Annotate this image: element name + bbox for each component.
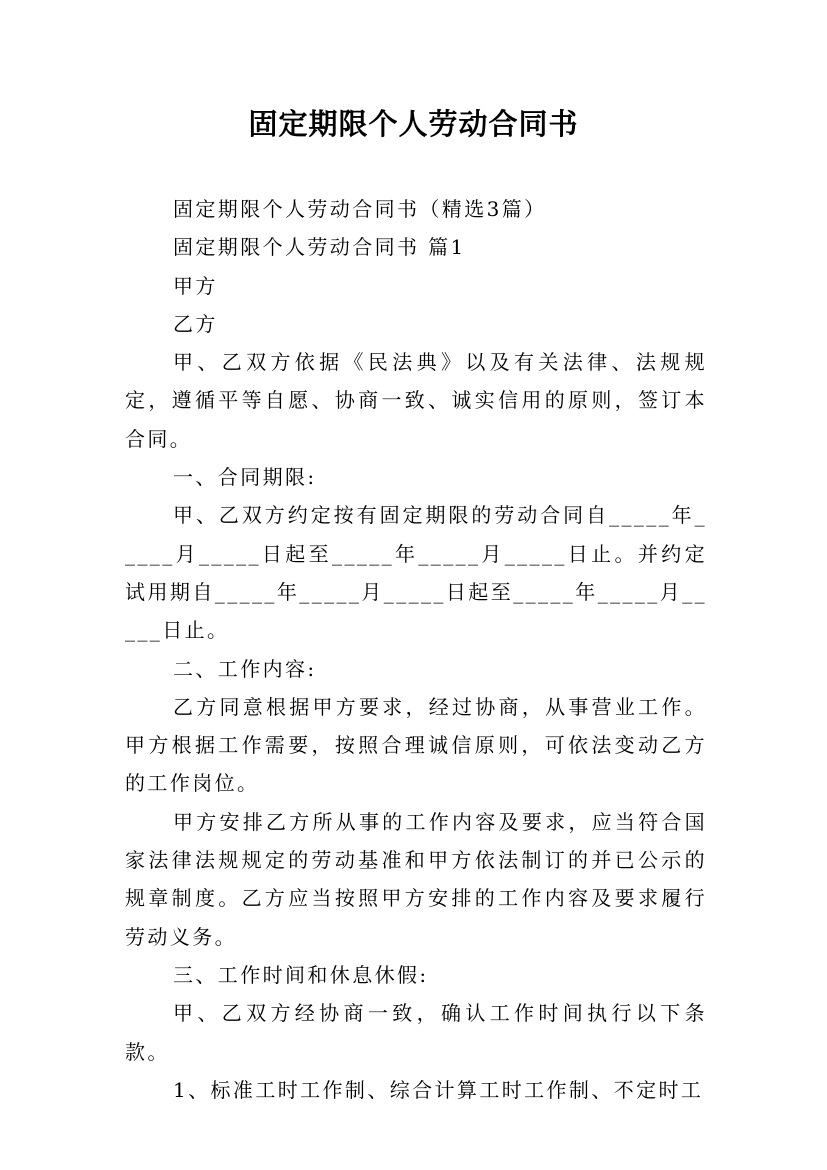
- clause-heading-work-content: 二、工作内容:: [173, 656, 317, 681]
- document-body: [125, 190, 707, 1109]
- paragraph-party-b: 乙方: [173, 311, 218, 336]
- clause-heading-working-hours: 三、工作时间和休息休假:: [173, 962, 429, 987]
- document-title: 固定期限个人劳动合同书: [248, 107, 579, 141]
- paragraph-contract-term: 甲、乙双方约定按有固定期限的劳动合同自_____年_____月_____日起至_____年_____月_____日止。并约定试用期自_____年_____月_____日起至_____年_____月_____日止。: [125, 503, 707, 643]
- paragraph-preamble: 甲、乙双方依据《民法典》以及有关法律、法规规定，遵循平等自愿、协商一致、诚实信用的原则，签订本合同。: [125, 350, 707, 451]
- paragraph-working-hours-system: 1、标准工时工作制、综合计算工时工作制、不定时工: [173, 1077, 704, 1102]
- clause-heading-contract-term: 一、合同期限:: [173, 465, 317, 490]
- paragraph-working-hours-agreement: 甲、乙双方经协商一致，确认工作时间执行以下条款。: [125, 1001, 707, 1064]
- paragraph-work-requirements: 甲方安排乙方所从事的工作内容及要求，应当符合国家法律法规规定的劳动基准和甲方依法制订的并已公示的规章制度。乙方应当按照甲方安排的工作内容及要求履行劳动义务。: [125, 809, 707, 949]
- paragraph-collection-heading: 固定期限个人劳动合同书（精选3篇）: [173, 197, 547, 221]
- paragraph-work-content: 乙方同意根据甲方要求，经过协商，从事营业工作。甲方根据工作需要，按照合理诚信原则，可依法变动乙方的工作岗位。: [125, 694, 707, 796]
- paragraph-party-a: 甲方: [173, 273, 218, 298]
- paragraph-section-heading: 固定期限个人劳动合同书 篇1: [173, 235, 466, 260]
